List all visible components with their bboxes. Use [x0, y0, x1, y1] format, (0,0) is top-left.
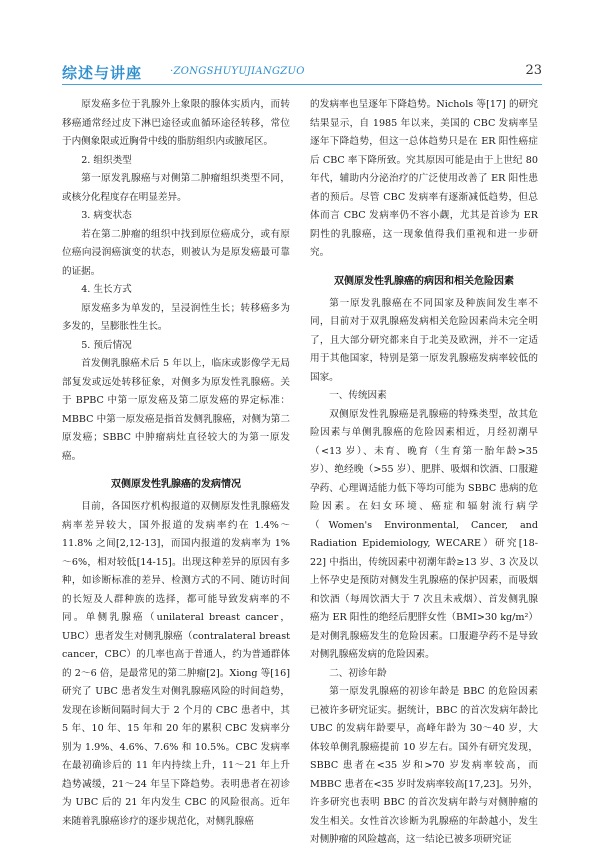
paragraph: 双侧原发性乳腺癌是乳腺癌的特殊类型，故其危险因素与单侧乳腺癌的危险因素相近，月经初潮早（<13 岁）、未育、晚育（生育第一胎年龄>35 岁）、绝经晚（>55 岁）、肥胖、吸烟和饮酒、口服避孕药、心理调适能力低下等均可能为 SBBC 患病的危险因素。在妇女环境、癌症和辐射流行病学（Women's Environmental, Cancer, and Radiation Epidemiology, WECARE）研究[18-22] 中指出，传统因素中初潮年龄≥13 岁、3 次及以上怀孕史是预防对侧发生乳腺癌的保护因素，而吸烟和饮酒（每周饮酒大于 7 次且未戒烟）、首发侧乳腺癌为 ER 阳性的绝经后肥胖女性（BMI>30 kg/m²）是对侧乳腺癌发生的危险因素。口服避孕药不是导致对侧乳腺癌发病的危险因素。	[310, 408, 538, 660]
paragraph: 若在第二肿瘤的组织中找到原位癌成分，或有原位癌向浸润癌演变的状态，则被认为是原发癌最可靠的证据。	[62, 228, 290, 277]
paragraph: 的发病率也呈逐年下降趋势。Nichols 等[17] 的研究结果显示，自 1985 年以来，美国的 CBC 发病率呈逐年下降趋势，但这一总体趋势只是在 ER 阳性癌症后 CBC 率下降所致。究其原因可能是由于上世纪 80 年代，辅助内分泌治疗的广泛使用改善了 ER 阳性患者的预后。尽管 CBC 发病率有逐渐减低趋势，但总体而言 CBC 发病率仍不容小觑，尤其是首诊为 ER 阴性的乳腺癌，这一现象值得我们重视和进一步研究。	[310, 99, 538, 258]
section-title: 综述与讲座	[62, 64, 143, 82]
subheading: 2. 组织类型	[81, 154, 132, 166]
paragraph: 目前，各国医疗机构报道的双侧原发性乳腺癌发病率差异较大，国外报道的发病率约在 1.4%～11.8% 之间[2,12-13]，而国内报道的发病率为 1%～6%，相对较低[14-15]。出现这种差异的原因有多种，如诊断标准的差异、检测方式的不同、随访时间的长短及人群种族的选择，都可能导致发病率的不同。单侧乳腺癌（unilateral breast cancer，UBC）患者发生对侧乳腺癌（contralateral breast cancer，CBC）的几率也高于普通人，约为普通群体的 2～6 倍，是最常见的第二肿瘤[2]。Xiong 等[16] 研究了 UBC 患者发生对侧乳腺癌风险的时间趋势，发现在诊断间隔时间大于 2 个月的 CBC 患者中，其 5 年、10 年、15 年和 20 年的累积 CBC 发病率分别为 1.9%、4.6%、7.6% 和 10.5%。CBC 发病率在最初确诊后的 11 年内持续上升，11～21 年上升趋势减缓，21～24 年呈下降趋势。表明患者在初诊为 UBC 后的 21 年内发生 CBC 的风险很高。近年来随着乳腺癌诊疗的逐步规范化，对侧乳腺癌	[62, 501, 290, 827]
page-number: 23	[525, 63, 542, 78]
subheading: 一、传统因素	[329, 390, 387, 401]
subheading: 3. 病变状态	[81, 210, 132, 221]
section-subtitle: ·ZONGSHUYUJIANGZUO	[170, 66, 305, 77]
section-heading: 双侧原发性乳腺癌的发病情况	[111, 479, 241, 490]
paragraph: 第一原发乳腺癌与对侧第二肿瘤组织类型不同，或核分化程度存在明显差异。	[62, 173, 290, 203]
subheading: 5. 预后情况	[81, 339, 132, 351]
page-header	[62, 62, 542, 85]
paragraph: 原发癌多位于乳腺外上象限的腺体实质内，而转移癌通常经过皮下淋巴途径或血循环途径转移，常位于内侧象限或近胸骨中线的脂肪组织内或腋尾区。	[62, 99, 290, 147]
subheading: 二、初诊年龄	[329, 667, 387, 679]
paragraph: 第一原发乳腺癌在不同国家及种族间发生率不同，目前对于双乳腺癌发病相关危险因素尚未完全明了，且大部分研究都来自于北美及欧洲，并不一定适用于其他国家，特别是第一原发乳腺癌发病率较低的国家。	[310, 297, 538, 383]
paragraph: 首发侧乳腺癌术后 5 年以上，临床或影像学无局部复发或远处转移征象，对侧多为原发性乳腺癌。关于 BPBC 中第一原发癌及第二原发癌的界定标准：MBBC 中第一原发癌是指首发侧乳腺癌，对侧为第二原发癌；SBBC 中肿瘤病灶直径较大的为第一原发癌。	[62, 358, 290, 462]
paragraph: 第一原发乳腺癌的初诊年龄是 BBC 的危险因素已被许多研究证实。据统计，BBC 的首次发病年龄比 UBC 的发病年龄要早，高峰年龄为 30～40 岁，大体较单侧乳腺癌提前 10 岁左右。国外有研究发现，SBBC 患者在<35 岁和>70 岁发病率较高，而 MBBC 患者在<35 岁时发病率较高[17,23]。另外，许多研究也表明 BBC 的首次发病年龄与对侧肿瘤的发生相关。女性首次诊断为乳腺癌的年龄越小，发生对侧肿瘤的风险越高，这一结论已被多项研究证	[310, 686, 538, 845]
section-heading: 双侧原发性乳腺癌的病因和相关危险因素	[334, 275, 514, 287]
left-column	[62, 96, 290, 831]
paragraph: 原发癌多为单发的，呈浸润性生长；转移癌多为多发的，呈膨胀性生长。	[62, 302, 290, 332]
right-column	[310, 96, 538, 850]
subheading: 4. 生长方式	[81, 284, 132, 295]
